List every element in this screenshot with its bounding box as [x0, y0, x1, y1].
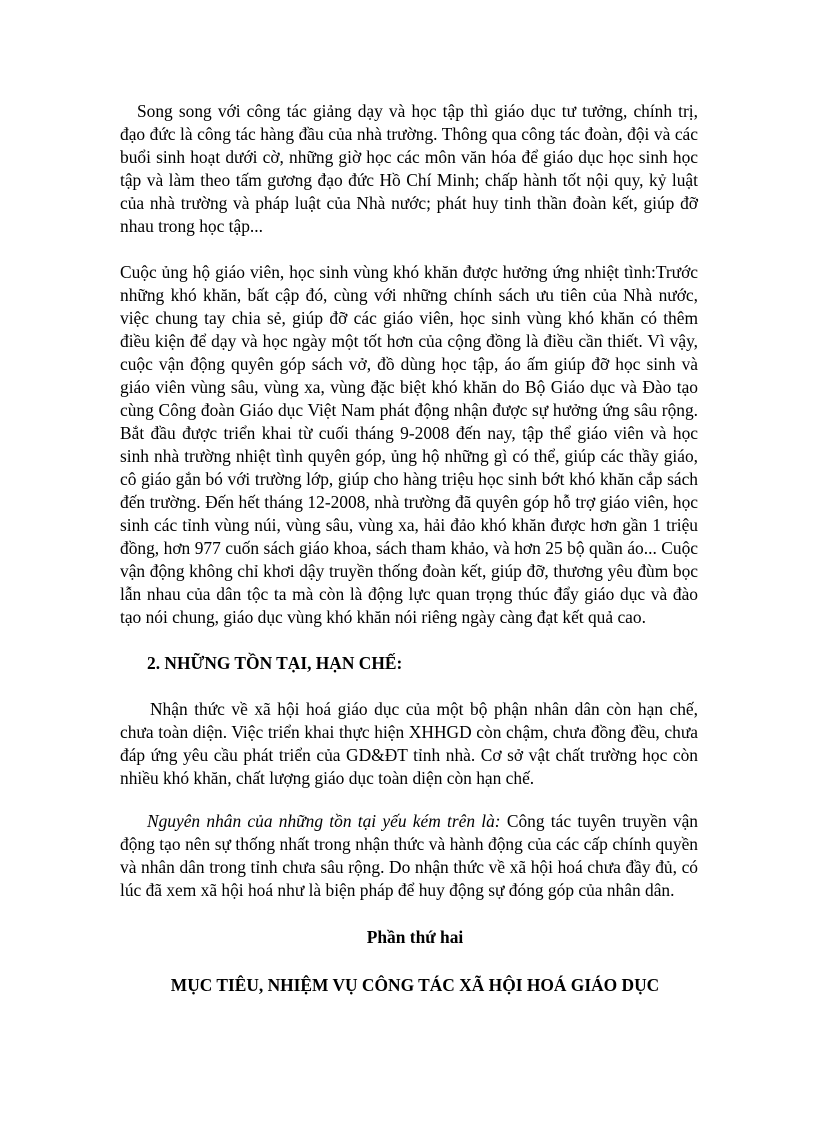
paragraph-causes [120, 810, 698, 902]
causes-label: Nguyên nhân của những tồn tại yếu kém trên là: [147, 811, 501, 831]
paragraph-support-campaign: Cuộc ủng hộ giáo viên, học sinh vùng khó khăn được hưởng ứng nhiệt tình:Trước những khó khăn, bất cập đó, cùng với những chính sách ưu tiên của Nhà nước, việc chung tay chia sẻ, giúp đỡ các giáo viên, học sinh vùng khó khăn có thêm điều kiện để dạy và học ngày một tốt hơn của cộng đồng là điều cần thiết. Vì vậy, cuộc vận động quyên góp sách vở, đồ dùng học tập, áo ấm giúp đỡ học sinh và giáo viên vùng sâu, vùng xa, vùng đặc biệt khó khăn do Bộ Giáo dục và Đào tạo cùng Công đoàn Giáo dục Việt Nam phát động nhận được sự hưởng ứng sâu rộng. Bắt đầu được triển khai từ cuối tháng 9-2008 đến nay, tập thể giáo viên và học sinh nhà trường nhiệt tình quyên góp, ủng hộ những gì có thể, giúp các thầy giáo, cô giáo gắn bó với trường lớp, giúp cho hàng triệu học sinh bớt khó khăn cắp sách đến trường. Đến hết tháng 12-2008, nhà trường đã quyên góp hỗ trợ giáo viên, học sinh các tỉnh vùng núi, vùng sâu, vùng xa, hải đảo khó khăn được hơn gần 1 triệu đồng, hơn 977 cuốn sách giáo khoa, sách tham khảo, và hơn 25 bộ quần áo... Cuộc vận động không chỉ khơi dậy truyền thống đoàn kết, giúp đỡ, thương yêu đùm bọc lẫn nhau của dân tộc ta mà còn là động lực quan trọng thúc đẩy giáo dục và đào tạo nói chung, giáo dục vùng khó khăn nói riêng ngày càng đạt kết quả cao. [120, 262, 698, 627]
part-title: Phần thứ hai [366, 927, 464, 947]
main-title: MỤC TIÊU, NHIỆM VỤ CÔNG TÁC XÃ HỘI HOÁ GIÁO DỤC [170, 975, 660, 995]
causes-text: Công tác tuyên truyền vận động tạo nên sự thống nhất trong nhận thức và hành động của các cấp chính quyền và nhân dân trong tỉnh chưa sâu rộng. Do nhận thức về xã hội hoá chưa đầy đủ, có lúc đã xem xã hội hoá như là biện pháp để huy động sự đóng góp của nhân dân. [120, 811, 699, 900]
section-heading-limitations: 2. NHỮNG TỒN TẠI, HẠN CHẾ: [147, 653, 403, 673]
document-page [120, 100, 698, 997]
paragraph-limitations: Nhận thức về xã hội hoá giáo dục của một bộ phận nhân dân còn hạn chế, chưa toàn diện. Việc triển khai thực hiện XHHGD còn chậm, chưa đồng đều, chưa đáp ứng yêu cầu phát triển của GD&ĐT tỉnh nhà. Cơ sở vật chất trường học còn nhiều khó khăn, chất lượng giáo dục toàn diện còn hạn chế. [120, 699, 698, 788]
paragraph-political-education: Song song với công tác giảng dạy và học tập thì giáo dục tư tưởng, chính trị, đạo đức là công tác hàng đầu của nhà trường. Thông qua công tác đoàn, đội và các buổi sinh hoạt dưới cờ, những giờ học các môn văn hóa để giáo dục học sinh học tập và làm theo tấm gương đạo đức Hồ Chí Minh; chấp hành tốt nội quy, kỷ luật của nhà trường và pháp luật của Nhà nước; phát huy tinh thần đoàn kết, giúp đỡ nhau trong học tập... [120, 101, 698, 236]
